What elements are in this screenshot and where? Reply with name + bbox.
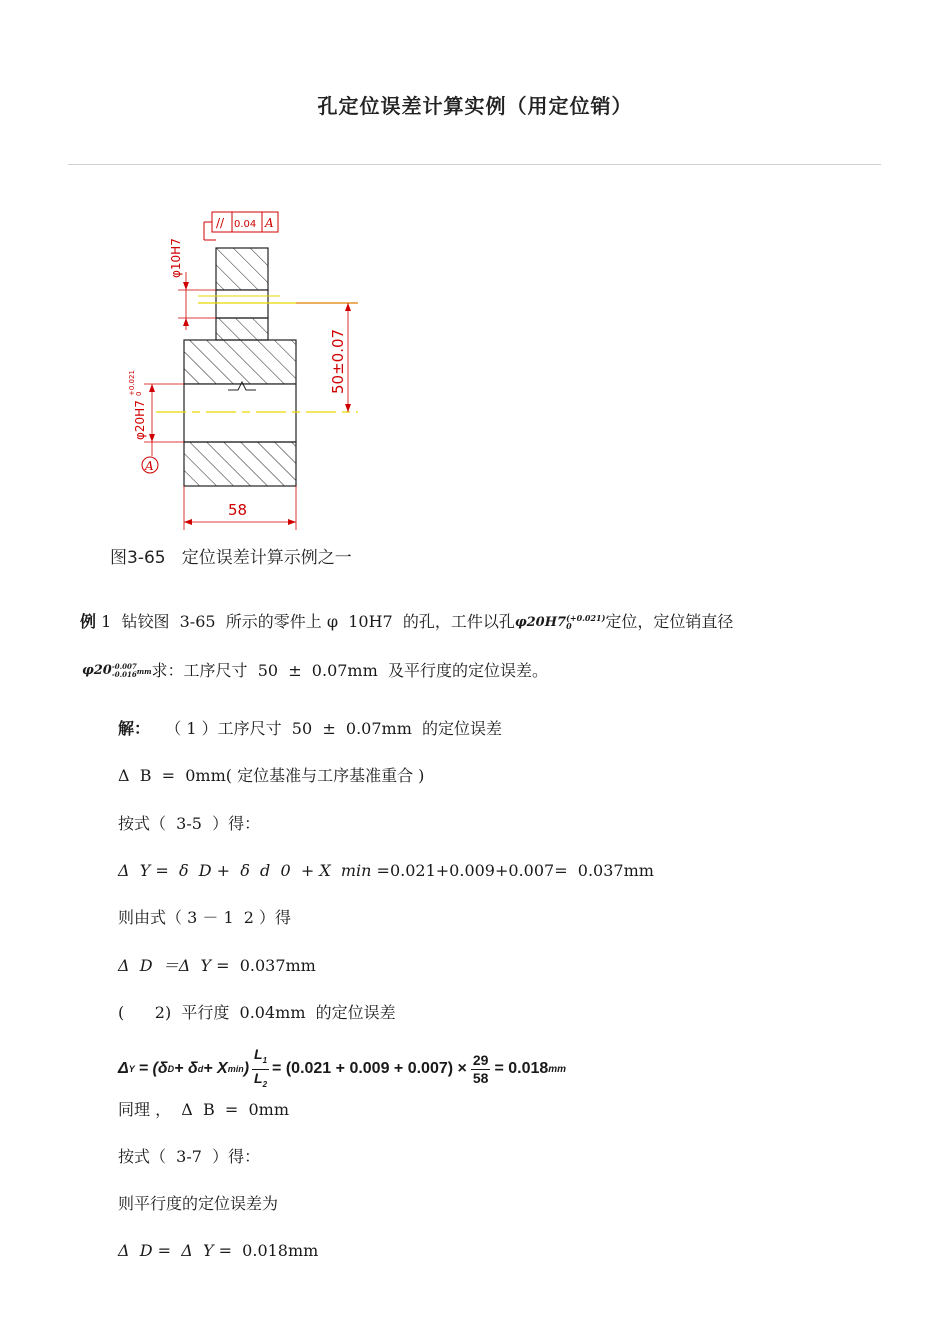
tolerance-frame-value: 0.04 — [234, 219, 257, 230]
solution-line-5: 则由式（ 3 － 1 2 ）得 — [118, 908, 292, 927]
main-body-lower-section — [184, 442, 296, 486]
solution-line-8: 同理 ， Δ B = 0mm — [118, 1100, 290, 1119]
example-line-2 — [82, 660, 548, 683]
main-body-upper-section — [184, 340, 296, 384]
solution-line-4: Δ Y = δ D + δ d 0 + X min =0.021+0.009+0.007= 0.037mm — [118, 861, 654, 880]
solution-line-10: 则平行度的定位误差为 — [118, 1194, 279, 1213]
title-divider — [68, 164, 881, 165]
page-title: 孔定位误差计算实例（用定位销） — [317, 94, 633, 118]
inline-hole-tolerance: φ20H7(+0.021) 0 — [514, 613, 606, 631]
example-line-1 — [80, 611, 733, 634]
example-line-1-text: 1 钻铰图 3-65 所示的零件上 φ 10H7 的孔，工件以孔 — [96, 612, 515, 631]
example-line-1-tail: 定位，定位销直径 — [605, 612, 734, 631]
solution-line-7: ( 2) 平行度 0.04mm 的定位误差 — [118, 1003, 396, 1022]
solution-line-6: Δ D ＝Δ Y = 0.037mm — [118, 956, 316, 975]
solution-line-11: Δ D = Δ Y = 0.018mm — [118, 1241, 319, 1260]
large-hole-dim-label: φ20H7 — [133, 400, 147, 440]
formula-fraction-ratio: $\frac{29}{58}$ — [472, 1051, 489, 1086]
inline-pin-tolerance: φ20-0.007 -0.016mm — [82, 661, 152, 679]
figure-caption: 图3-65 定位误差计算示例之一 — [110, 548, 352, 568]
large-hole-dim-tol0: 0 — [135, 391, 143, 396]
small-hole-gap — [216, 290, 268, 318]
solution-line-9: 按式（ 3-7 ）得： — [118, 1147, 261, 1166]
solution-line-2: Δ B = 0mm( 定位基准与工序基准重合 ) — [118, 766, 425, 785]
tolerance-frame-symbol: // — [216, 216, 225, 230]
example-line-2-text: 求：工序尺寸 50 ± 0.07mm 及平行度的定位误差。 — [151, 661, 548, 680]
tolerance-frame-datum: A — [265, 216, 274, 230]
solution-line-1: 解： （ 1 ）工序尺寸 50 ± 0.07mm 的定位误差 — [118, 719, 503, 738]
formula-fraction-L: $\frac{L_1}{L_2}$ — [254, 1045, 268, 1089]
large-hole-dim-tol: +0.021 — [128, 370, 136, 396]
small-hole-dim-label: φ10H7 — [169, 238, 183, 278]
upper-boss-section — [216, 248, 268, 290]
parallelism-formula: Δ Y = (δ D + δ d + X min ) $\frac{L_1}{L_2}$ = (0.021 + 0.009 + 0.007) × $\frac{29}{58}$ = 0.018 mm — [118, 1046, 648, 1092]
part-drawing-figure — [100, 200, 400, 575]
large-hole-region — [184, 384, 296, 442]
solution-line-3: 按式（ 3-5 ）得： — [118, 814, 261, 833]
boss-lower-section — [216, 318, 268, 340]
solution-label: 解： — [118, 719, 151, 738]
example-label: 例 — [80, 612, 97, 631]
datum-label: A — [145, 459, 154, 473]
width-dim-label: 58 — [228, 501, 248, 519]
distance-dim-label: 50±0.07 — [329, 328, 347, 394]
